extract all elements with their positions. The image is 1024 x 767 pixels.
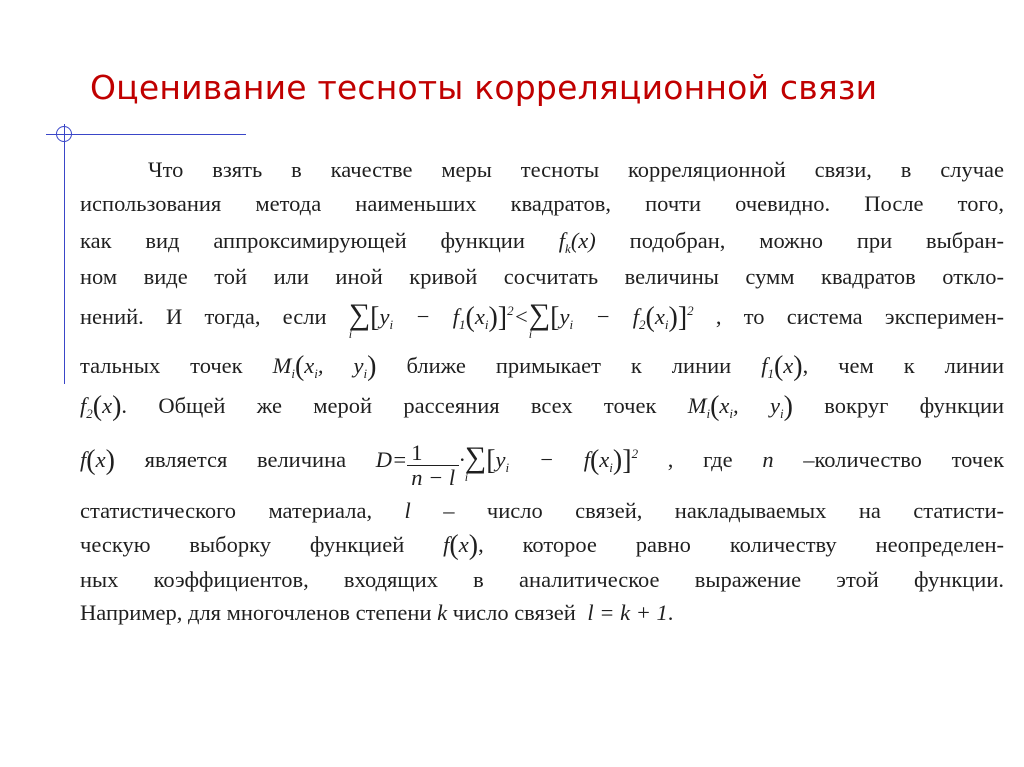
math-Mi: $M_i(x_i$, $y_i$) <box>272 351 377 382</box>
math-n: n <box>762 447 774 472</box>
decor-circle <box>56 126 72 142</box>
math-f1: $f_1(x)$ <box>761 351 803 382</box>
text-line-5: нений. И тогда, если ∑ i $[y_i - f_1(x_i)]^2<$ ∑ i $[y_i - f_2(x_i)]^2$ , то система эксперимен- <box>80 298 1004 341</box>
text-line-2: использования метода наименьших квадратов, почти очевидно. После того, <box>80 191 1004 216</box>
math-fx: f(x) <box>80 445 115 476</box>
math-l: l <box>404 498 411 523</box>
decor-vertical-line <box>64 124 65 384</box>
text-line-4: ном виде той или иной кривой сосчитать величины сумм квадратов откло- <box>80 264 1004 289</box>
math-D-formula: D= $\frac{1}{n - l}$ · ∑ i $[y_i - f(x_i)]^2$ <box>375 440 639 490</box>
text-line-8: f(x) является величина D= $\frac{1}{n - l}$ · ∑ i $[y_i - f(x_i)]^2$ , где n –количество точек <box>80 440 1005 490</box>
text-line-10: ческую выборку функцией f(x), которое равно количеству неопределен- <box>80 530 1004 561</box>
math-fk: $f_k(x)$ <box>558 228 596 256</box>
math-sum-inequality: ∑ i $[y_i - f_1(x_i)]^2<$ ∑ i $[y_i - f_2(x_i)]^2$ <box>348 298 694 341</box>
text-line-9: статистического материала, l – число связей, накладываемых на статисти- <box>80 498 1005 523</box>
math-k: k <box>437 600 448 625</box>
math-Mi-2: $M_i(x_i$, $y_i$) <box>687 391 793 422</box>
decor-horizontal-line <box>46 134 246 135</box>
math-fx-2: f(x) <box>443 530 479 561</box>
math-f2: $f_2(x)$ <box>80 391 122 422</box>
text-line-6: тальных точек $M_i(x_i$, $y_i$) ближе примыкает к линии $f_1(x)$, чем к линии <box>80 351 1005 382</box>
text-line-1: Что взять в качестве меры тесноты корреляционной связи, в случае <box>148 157 1004 182</box>
text-line-7: $f_2(x)$. Общей же мерой рассеяния всех точек $M_i(x_i$, $y_i$) вокруг функции <box>80 391 1005 422</box>
slide-title: Оценивание тесноты корреляционной связи <box>90 68 878 107</box>
text-line-12: Например, для многочленов степени k число связей l = k + 1. <box>80 600 674 625</box>
math-l-eq: l = k + 1 <box>587 600 668 625</box>
text-line-3: как вид аппроксимирующей функции $f_k(x)$ подобран, можно при выбран- <box>80 228 1005 256</box>
text-line-11: ных коэффициентов, входящих в аналитическое выражение этой функции. <box>80 567 1004 592</box>
